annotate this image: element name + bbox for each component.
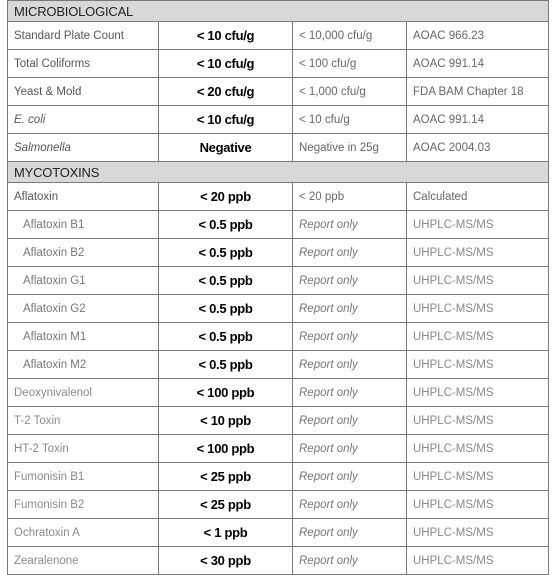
analyte-result: < 10 cfu/g — [159, 22, 293, 50]
analyte-specification: Report only — [293, 239, 407, 267]
table-row — [8, 106, 549, 134]
analyte-specification: Report only — [293, 463, 407, 491]
analyte-method: Calculated — [407, 183, 549, 211]
analyte-result: < 30 ppb — [159, 547, 293, 575]
analyte-method: UHPLC-MS/MS — [407, 519, 549, 547]
analyte-specification: < 10,000 cfu/g — [293, 22, 407, 50]
table-row — [8, 547, 549, 575]
analyte-specification: Report only — [293, 519, 407, 547]
analyte-result: < 10 cfu/g — [159, 106, 293, 134]
table-row — [8, 50, 549, 78]
analyte-specification: < 1,000 cfu/g — [293, 78, 407, 106]
analyte-result: < 100 ppb — [159, 435, 293, 463]
analyte-result: < 0.5 ppb — [159, 351, 293, 379]
analyte-method: UHPLC-MS/MS — [407, 239, 549, 267]
analyte-method: UHPLC-MS/MS — [407, 379, 549, 407]
analyte-method: UHPLC-MS/MS — [407, 491, 549, 519]
analyte-result: < 0.5 ppb — [159, 295, 293, 323]
analyte-name: Zearalenone — [8, 547, 159, 575]
analyte-name: Aflatoxin — [8, 183, 159, 211]
section-header-row — [8, 162, 549, 183]
table-row — [8, 22, 549, 50]
analyte-specification: Negative in 25g — [293, 134, 407, 162]
analyte-name: Standard Plate Count — [8, 22, 159, 50]
section-title: MICROBIOLOGICAL — [8, 1, 549, 22]
analyte-method: AOAC 991.14 — [407, 106, 549, 134]
analyte-method: AOAC 966.23 — [407, 22, 549, 50]
analyte-result: < 10 ppb — [159, 407, 293, 435]
analyte-method: UHPLC-MS/MS — [407, 407, 549, 435]
analyte-result: < 10 cfu/g — [159, 50, 293, 78]
table-row — [8, 183, 549, 211]
analyte-specification: Report only — [293, 435, 407, 463]
analyte-result: Negative — [159, 134, 293, 162]
table-row — [8, 519, 549, 547]
table-row — [8, 78, 549, 106]
analyte-result: < 20 cfu/g — [159, 78, 293, 106]
table-row — [8, 491, 549, 519]
analyte-result: < 25 ppb — [159, 491, 293, 519]
results-table-body — [8, 1, 549, 575]
analyte-result: < 25 ppb — [159, 463, 293, 491]
analyte-specification: Report only — [293, 547, 407, 575]
analyte-result: < 100 ppb — [159, 379, 293, 407]
analyte-name: Total Coliforms — [8, 50, 159, 78]
table-row — [8, 267, 549, 295]
analyte-specification: < 100 cfu/g — [293, 50, 407, 78]
analyte-name: Aflatoxin G1 — [8, 267, 159, 295]
analyte-method: UHPLC-MS/MS — [407, 267, 549, 295]
table-row — [8, 379, 549, 407]
table-row — [8, 351, 549, 379]
analyte-method: UHPLC-MS/MS — [407, 435, 549, 463]
analyte-method: UHPLC-MS/MS — [407, 295, 549, 323]
analyte-method: AOAC 991.14 — [407, 50, 549, 78]
analyte-specification: Report only — [293, 323, 407, 351]
analyte-method: UHPLC-MS/MS — [407, 351, 549, 379]
analyte-name: Aflatoxin M2 — [8, 351, 159, 379]
analyte-specification: Report only — [293, 491, 407, 519]
table-row — [8, 323, 549, 351]
analyte-result: < 20 ppb — [159, 183, 293, 211]
table-row — [8, 134, 549, 162]
analyte-name: Deoxynivalenol — [8, 379, 159, 407]
table-row — [8, 295, 549, 323]
analyte-name: HT-2 Toxin — [8, 435, 159, 463]
table-row — [8, 435, 549, 463]
section-title: MYCOTOXINS — [8, 162, 549, 183]
results-table — [7, 0, 549, 575]
analyte-method: UHPLC-MS/MS — [407, 211, 549, 239]
analyte-name: Salmonella — [8, 134, 159, 162]
analyte-method: AOAC 2004.03 — [407, 134, 549, 162]
table-row — [8, 239, 549, 267]
table-row — [8, 463, 549, 491]
analyte-method: UHPLC-MS/MS — [407, 463, 549, 491]
analyte-specification: Report only — [293, 379, 407, 407]
analyte-specification: Report only — [293, 211, 407, 239]
analyte-name: Aflatoxin G2 — [8, 295, 159, 323]
analyte-specification: < 20 ppb — [293, 183, 407, 211]
analyte-result: < 0.5 ppb — [159, 211, 293, 239]
table-row — [8, 407, 549, 435]
analyte-specification: Report only — [293, 407, 407, 435]
analyte-name: Aflatoxin M1 — [8, 323, 159, 351]
analyte-specification: < 10 cfu/g — [293, 106, 407, 134]
analyte-method: UHPLC-MS/MS — [407, 547, 549, 575]
analyte-method: UHPLC-MS/MS — [407, 323, 549, 351]
analyte-specification: Report only — [293, 267, 407, 295]
analyte-result: < 0.5 ppb — [159, 323, 293, 351]
analyte-result: < 0.5 ppb — [159, 239, 293, 267]
analyte-specification: Report only — [293, 295, 407, 323]
analyte-name: T-2 Toxin — [8, 407, 159, 435]
analyte-name: Yeast & Mold — [8, 78, 159, 106]
analyte-name: Fumonisin B1 — [8, 463, 159, 491]
analyte-name: Aflatoxin B1 — [8, 211, 159, 239]
analyte-name: E. coli — [8, 106, 159, 134]
analyte-result: < 1 ppb — [159, 519, 293, 547]
section-header-row — [8, 1, 549, 22]
analyte-name: Aflatoxin B2 — [8, 239, 159, 267]
analyte-method: FDA BAM Chapter 18 — [407, 78, 549, 106]
analyte-result: < 0.5 ppb — [159, 267, 293, 295]
analyte-name: Fumonisin B2 — [8, 491, 159, 519]
table-row — [8, 211, 549, 239]
analyte-name: Ochratoxin A — [8, 519, 159, 547]
analyte-specification: Report only — [293, 351, 407, 379]
